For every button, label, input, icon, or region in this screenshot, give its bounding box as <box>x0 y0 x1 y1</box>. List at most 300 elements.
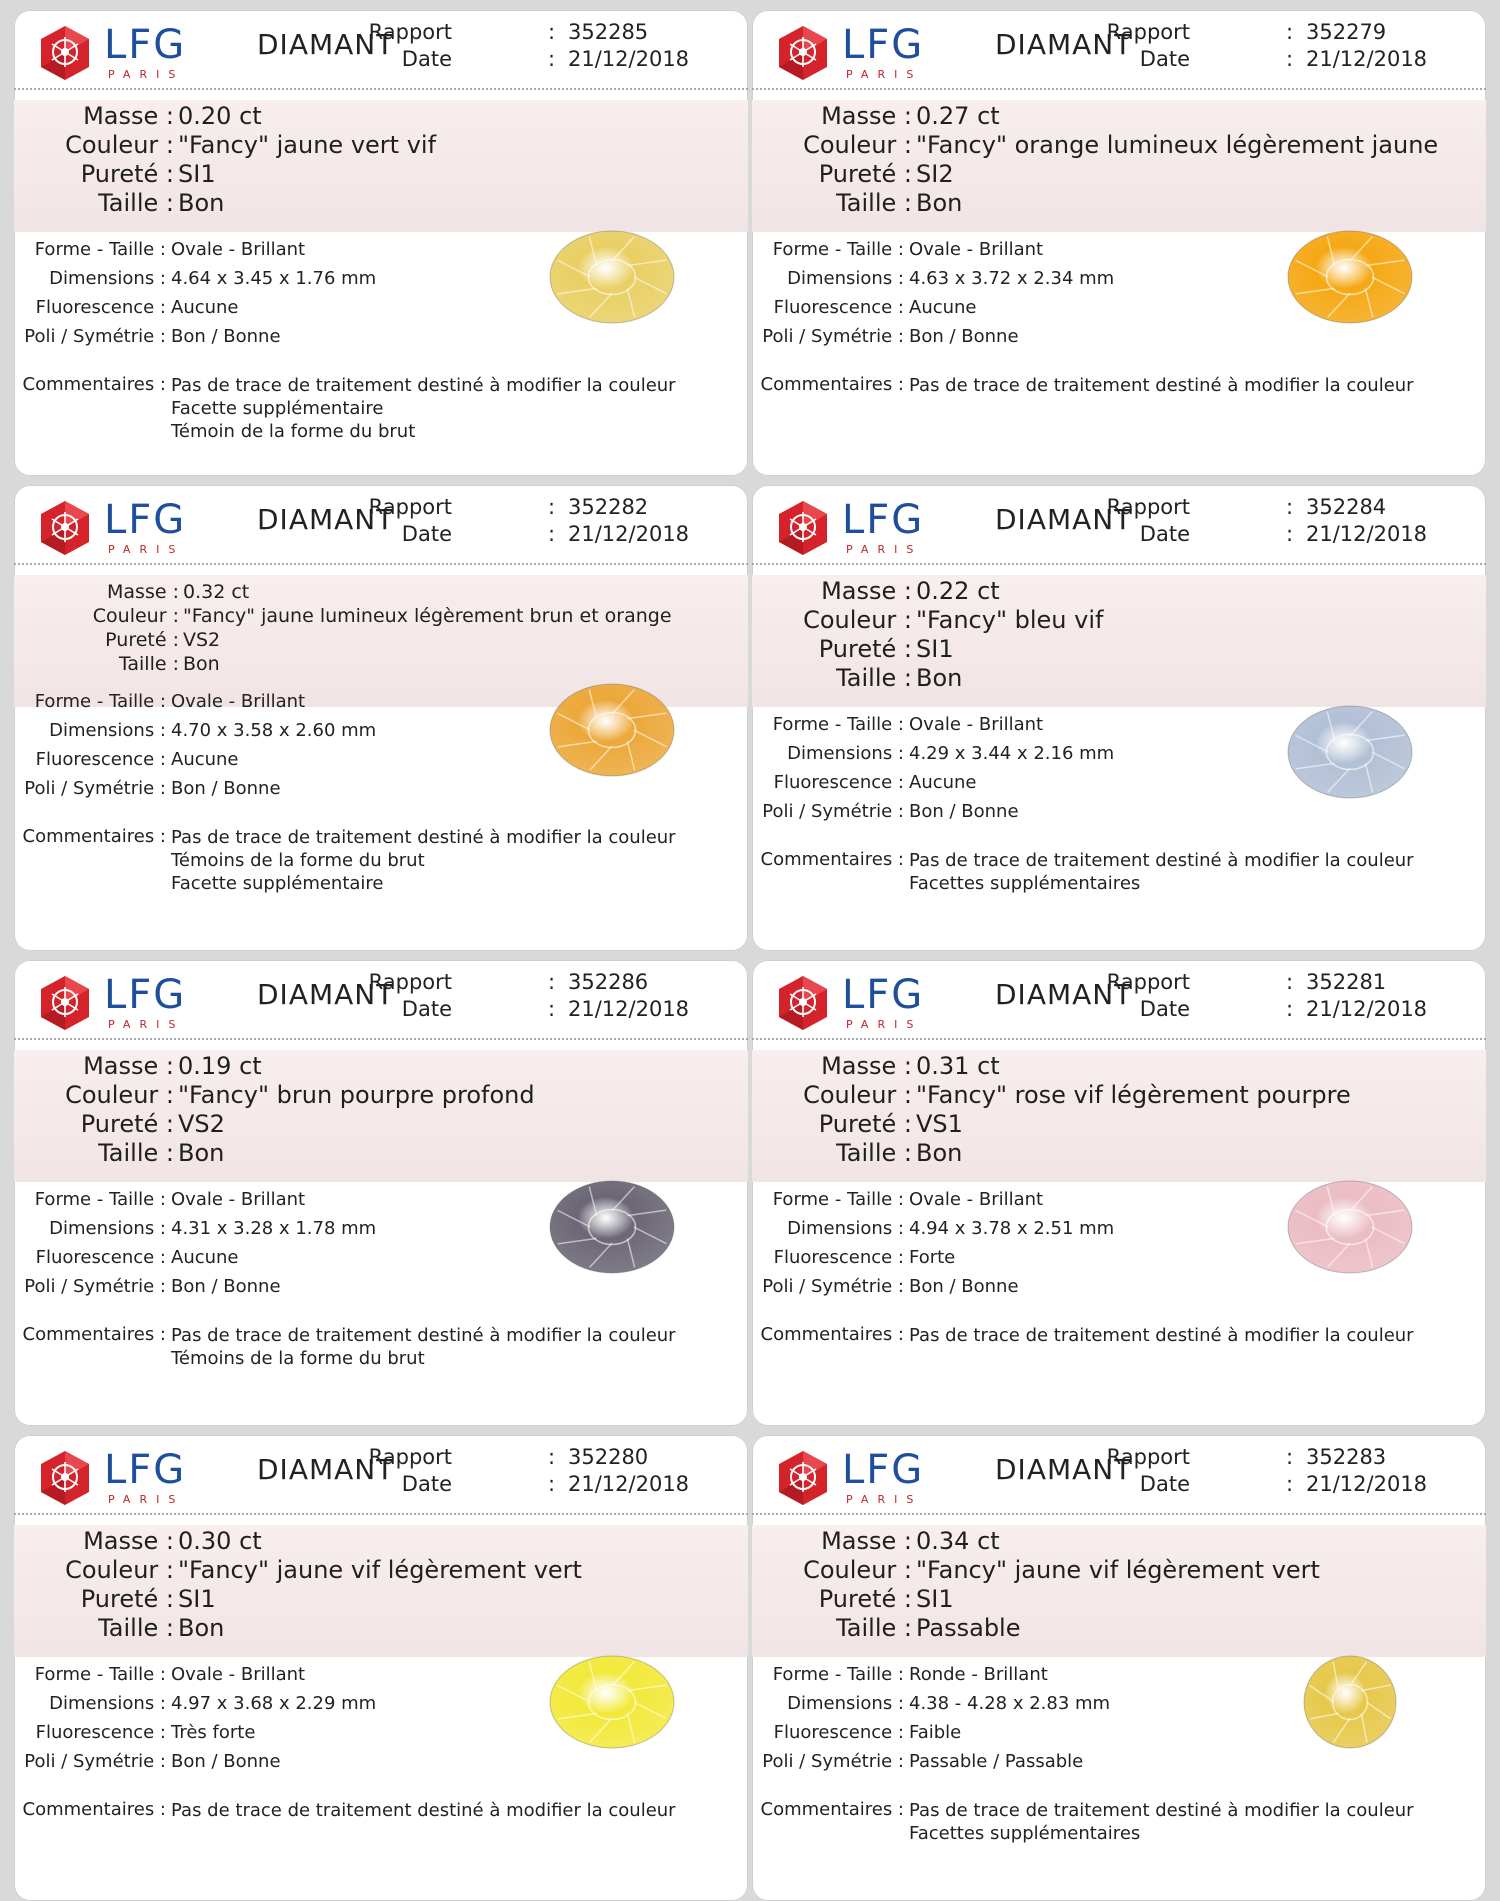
forme-value: Ovale - Brillant <box>909 1189 1044 1210</box>
logo-text: LFG <box>104 972 187 1018</box>
taille-value: Bon <box>178 1139 225 1167</box>
gem-body <box>1304 1656 1396 1748</box>
poli-value: Bon / Bonne <box>171 1276 281 1297</box>
purete-value: VS2 <box>178 1110 225 1138</box>
report-label: Rapport <box>1106 970 1190 994</box>
masse-row <box>752 102 1486 132</box>
taille-row <box>14 189 748 219</box>
fluorescence-label: Fluorescence : <box>773 297 904 318</box>
forme-label: Forme - Taille : <box>772 239 904 260</box>
dimensions-label: Dimensions : <box>49 1693 166 1714</box>
report-colon: : <box>548 20 556 44</box>
gem-body <box>550 231 674 323</box>
report-colon: : <box>1286 970 1294 994</box>
dimensions-label: Dimensions : <box>787 743 904 764</box>
commentaires-label: Commentaires : <box>760 1324 904 1345</box>
forme-value: Ovale - Brillant <box>909 714 1044 735</box>
comment-line: Pas de trace de traitement destiné à modifier la couleur <box>909 1800 1414 1821</box>
dimensions-value: 4.29 x 3.44 x 2.16 mm <box>909 743 1115 764</box>
logo-subtext: PARIS <box>108 68 185 81</box>
commentaires-value <box>909 1324 1414 1347</box>
report-date-row <box>14 1472 748 1498</box>
fluorescence-value: Très forte <box>171 1722 256 1743</box>
purete-row <box>14 160 748 190</box>
oval-gemstone-photo <box>1280 222 1420 332</box>
poli-value: Bon / Bonne <box>171 778 281 799</box>
commentaires-value <box>171 374 676 443</box>
comment-line: Témoins de la forme du brut <box>171 850 425 871</box>
masse-label: Masse : <box>821 1052 912 1080</box>
report-date-row <box>14 997 748 1023</box>
purete-value: VS2 <box>183 629 221 651</box>
purete-label: Pureté : <box>818 1110 912 1138</box>
date-label: Date <box>401 1472 452 1496</box>
oval-gemstone-photo <box>542 1172 682 1282</box>
couleur-label: Couleur : <box>65 1081 174 1109</box>
purete-label: Pureté : <box>818 635 912 663</box>
report-label: Rapport <box>368 495 452 519</box>
commentaires-label: Commentaires : <box>22 826 166 847</box>
gem-body <box>1288 231 1412 323</box>
logo-subtext: PARIS <box>846 1018 923 1031</box>
logo-text: LFG <box>104 497 187 543</box>
couleur-label: Couleur : <box>92 605 179 627</box>
logo-text: LFG <box>842 497 925 543</box>
commentaires-value <box>171 826 676 895</box>
date-label: Date <box>401 47 452 71</box>
certificate-card-352280 <box>14 1435 748 1901</box>
date-label: Date <box>1139 1472 1190 1496</box>
forme-label: Forme - Taille : <box>772 714 904 735</box>
report-number-row <box>752 970 1486 996</box>
report-date: 21/12/2018 <box>568 1472 690 1496</box>
taille-label: Taille : <box>836 664 912 692</box>
forme-value: Ovale - Brillant <box>171 1664 306 1685</box>
dotted-divider <box>14 1038 748 1040</box>
masse-label: Masse : <box>83 1052 174 1080</box>
masse-value: 0.20 ct <box>178 102 262 130</box>
commentaires-value <box>171 1324 676 1370</box>
couleur-value: "Fancy" jaune vif légèrement vert <box>916 1556 1320 1584</box>
card-title: DIAMANT <box>995 503 1133 536</box>
dotted-divider <box>752 563 1486 565</box>
report-date: 21/12/2018 <box>568 522 690 546</box>
fluorescence-label: Fluorescence : <box>773 1722 904 1743</box>
report-colon: : <box>548 970 556 994</box>
purete-label: Pureté : <box>80 1110 174 1138</box>
card-title: DIAMANT <box>257 978 395 1011</box>
date-label: Date <box>1139 522 1190 546</box>
certificate-card-352282 <box>14 485 748 951</box>
date-label: Date <box>1139 47 1190 71</box>
poli-value: Bon / Bonne <box>909 326 1019 347</box>
logo-text: LFG <box>842 972 925 1018</box>
commentaires-row <box>752 374 1486 398</box>
comment-line: Pas de trace de traitement destiné à modifier la couleur <box>909 1325 1414 1346</box>
dimensions-value: 4.63 x 3.72 x 2.34 mm <box>909 268 1115 289</box>
masse-label: Masse : <box>821 102 912 130</box>
report-date-row <box>14 522 748 548</box>
poli-label: Poli / Symétrie : <box>24 1276 166 1297</box>
report-date: 21/12/2018 <box>568 47 690 71</box>
commentaires-row <box>752 849 1486 894</box>
fluorescence-value: Faible <box>909 1722 962 1743</box>
masse-row <box>752 1527 1486 1557</box>
dimensions-value: 4.38 - 4.28 x 2.83 mm <box>909 1693 1111 1714</box>
certificate-card-352283 <box>752 1435 1486 1901</box>
card-title: DIAMANT <box>995 28 1133 61</box>
comment-line: Pas de trace de traitement destiné à modifier la couleur <box>171 375 676 396</box>
report-date: 21/12/2018 <box>1306 997 1428 1021</box>
dotted-divider <box>752 88 1486 90</box>
commentaires-label: Commentaires : <box>760 1799 904 1820</box>
taille-value: Bon <box>916 1139 963 1167</box>
logo-text: LFG <box>104 1447 187 1493</box>
dotted-divider <box>752 1513 1486 1515</box>
fluorescence-value: Aucune <box>909 772 977 793</box>
poli-label: Poli / Symétrie : <box>762 326 904 347</box>
report-date: 21/12/2018 <box>568 997 690 1021</box>
report-date-row <box>752 997 1486 1023</box>
logo-subtext: PARIS <box>108 1018 185 1031</box>
commentaires-value <box>909 849 1414 895</box>
certificate-card-352284 <box>752 485 1486 951</box>
certificate-card-352279 <box>752 10 1486 476</box>
certificate-card-352281 <box>752 960 1486 1426</box>
taille-label: Taille : <box>98 189 174 217</box>
report-colon: : <box>548 1445 556 1469</box>
purete-value: SI1 <box>916 1585 954 1613</box>
report-number-row <box>14 495 748 521</box>
commentaires-row <box>14 1799 748 1823</box>
certificate-card-352286 <box>14 960 748 1426</box>
dimensions-label: Dimensions : <box>787 1693 904 1714</box>
couleur-value: "Fancy" jaune lumineux légèrement brun et orange <box>183 605 672 627</box>
forme-label: Forme - Taille : <box>772 1664 904 1685</box>
fluorescence-label: Fluorescence : <box>773 1247 904 1268</box>
fluorescence-value: Aucune <box>171 297 239 318</box>
taille-value: Bon <box>178 189 225 217</box>
couleur-label: Couleur : <box>803 1081 912 1109</box>
purete-row <box>14 1110 748 1140</box>
forme-value: Ovale - Brillant <box>171 239 306 260</box>
taille-row <box>752 1139 1486 1169</box>
comment-line: Pas de trace de traitement destiné à modifier la couleur <box>171 1800 676 1821</box>
fluorescence-value: Forte <box>909 1247 956 1268</box>
masse-label: Masse : <box>83 102 174 130</box>
couleur-value: "Fancy" rose vif légèrement pourpre <box>916 1081 1351 1109</box>
taille-label: Taille : <box>836 189 912 217</box>
couleur-label: Couleur : <box>65 1556 174 1584</box>
card-title: DIAMANT <box>257 503 395 536</box>
comment-line: Témoin de la forme du brut <box>171 421 416 442</box>
couleur-row <box>14 1081 748 1111</box>
logo-text: LFG <box>104 22 187 68</box>
poli-label: Poli / Symétrie : <box>24 326 166 347</box>
logo-text: LFG <box>842 1447 925 1493</box>
report-number: 352286 <box>568 970 649 994</box>
forme-label: Forme - Taille : <box>34 691 166 712</box>
card-title: DIAMANT <box>995 978 1133 1011</box>
forme-value: Ovale - Brillant <box>171 1189 306 1210</box>
masse-label: Masse : <box>107 581 179 603</box>
report-date: 21/12/2018 <box>1306 522 1428 546</box>
report-label: Rapport <box>368 970 452 994</box>
report-date-row <box>14 47 748 73</box>
purete-value: SI1 <box>178 160 216 188</box>
report-colon: : <box>1286 1445 1294 1469</box>
report-number: 352279 <box>1306 20 1387 44</box>
comment-line: Facettes supplémentaires <box>909 1823 1141 1844</box>
couleur-row <box>752 1556 1486 1586</box>
report-date-row <box>752 47 1486 73</box>
fluorescence-label: Fluorescence : <box>35 1722 166 1743</box>
report-number-row <box>14 1445 748 1471</box>
report-number: 352280 <box>568 1445 649 1469</box>
comment-line: Témoins de la forme du brut <box>171 1348 425 1369</box>
forme-label: Forme - Taille : <box>34 239 166 260</box>
date-colon: : <box>548 47 556 71</box>
dimensions-label: Dimensions : <box>49 268 166 289</box>
commentaires-label: Commentaires : <box>760 374 904 395</box>
masse-value: 0.30 ct <box>178 1527 262 1555</box>
masse-label: Masse : <box>821 1527 912 1555</box>
gem-body <box>550 1656 674 1748</box>
oval-gemstone-photo <box>1280 697 1420 807</box>
report-number: 352282 <box>568 495 649 519</box>
taille-value: Bon <box>178 1614 225 1642</box>
purete-row <box>752 160 1486 190</box>
purete-value: SI2 <box>916 160 954 188</box>
report-number-row <box>752 1445 1486 1471</box>
date-label: Date <box>401 522 452 546</box>
date-colon: : <box>548 522 556 546</box>
report-number: 352283 <box>1306 1445 1387 1469</box>
masse-row <box>14 1527 748 1557</box>
poli-value: Bon / Bonne <box>909 1276 1019 1297</box>
couleur-row <box>14 131 748 161</box>
purete-label: Pureté : <box>818 1585 912 1613</box>
couleur-value: "Fancy" orange lumineux légèrement jaune <box>916 131 1439 159</box>
report-label: Rapport <box>1106 20 1190 44</box>
dimensions-value: 4.94 x 3.78 x 2.51 mm <box>909 1218 1115 1239</box>
comment-line: Facette supplémentaire <box>171 873 384 894</box>
forme-value: Ovale - Brillant <box>909 239 1044 260</box>
purete-value: SI1 <box>178 1585 216 1613</box>
purete-value: SI1 <box>916 635 954 663</box>
date-colon: : <box>548 997 556 1021</box>
purete-value: VS1 <box>916 1110 963 1138</box>
couleur-row <box>14 1556 748 1586</box>
gem-body <box>1288 1181 1412 1273</box>
taille-row <box>14 1614 748 1644</box>
comment-line: Pas de trace de traitement destiné à modifier la couleur <box>171 827 676 848</box>
commentaires-value <box>909 1799 1414 1845</box>
masse-value: 0.19 ct <box>178 1052 262 1080</box>
masse-value: 0.27 ct <box>916 102 1000 130</box>
card-title: DIAMANT <box>257 1453 395 1486</box>
fluorescence-label: Fluorescence : <box>35 297 166 318</box>
commentaires-row <box>14 1324 748 1369</box>
taille-label: Taille : <box>836 1614 912 1642</box>
report-number-row <box>752 20 1486 46</box>
poli-label: Poli / Symétrie : <box>24 778 166 799</box>
commentaires-row <box>752 1324 1486 1348</box>
report-number-row <box>14 20 748 46</box>
couleur-value: "Fancy" brun pourpre profond <box>178 1081 535 1109</box>
commentaires-label: Commentaires : <box>22 1799 166 1820</box>
poli-value: Bon / Bonne <box>909 801 1019 822</box>
masse-label: Masse : <box>821 577 912 605</box>
couleur-label: Couleur : <box>65 131 174 159</box>
dimensions-label: Dimensions : <box>49 1218 166 1239</box>
oval-gemstone-photo <box>542 1647 682 1757</box>
masse-row <box>14 102 748 132</box>
commentaires-label: Commentaires : <box>760 849 904 870</box>
report-number-row <box>752 495 1486 521</box>
couleur-label: Couleur : <box>803 606 912 634</box>
taille-value: Bon <box>916 189 963 217</box>
purete-row <box>752 635 1486 665</box>
taille-row <box>752 1614 1486 1644</box>
purete-row <box>14 1585 748 1615</box>
commentaires-label: Commentaires : <box>22 374 166 395</box>
report-colon: : <box>548 495 556 519</box>
dimensions-label: Dimensions : <box>49 720 166 741</box>
fluorescence-label: Fluorescence : <box>35 749 166 770</box>
purete-row <box>752 1585 1486 1615</box>
forme-value: Ovale - Brillant <box>171 691 306 712</box>
report-label: Rapport <box>1106 1445 1190 1469</box>
couleur-value: "Fancy" bleu vif <box>916 606 1104 634</box>
masse-value: 0.34 ct <box>916 1527 1000 1555</box>
dimensions-value: 4.97 x 3.68 x 2.29 mm <box>171 1693 377 1714</box>
purete-label: Pureté : <box>818 160 912 188</box>
forme-label: Forme - Taille : <box>34 1189 166 1210</box>
couleur-value: "Fancy" jaune vif légèrement vert <box>178 1556 582 1584</box>
fluorescence-value: Aucune <box>171 749 239 770</box>
report-date-row <box>752 522 1486 548</box>
round-gemstone-photo <box>1280 1647 1420 1757</box>
card-title: DIAMANT <box>995 1453 1133 1486</box>
logo-text: LFG <box>842 22 925 68</box>
masse-value: 0.31 ct <box>916 1052 1000 1080</box>
report-number: 352281 <box>1306 970 1387 994</box>
gem-body <box>550 1181 674 1273</box>
forme-label: Forme - Taille : <box>34 1664 166 1685</box>
report-number: 352285 <box>568 20 649 44</box>
poli-label: Poli / Symétrie : <box>762 1276 904 1297</box>
report-label: Rapport <box>368 1445 452 1469</box>
gem-body <box>550 684 674 776</box>
forme-value: Ronde - Brillant <box>909 1664 1048 1685</box>
commentaires-value <box>171 1799 676 1822</box>
comment-line: Pas de trace de traitement destiné à modifier la couleur <box>909 375 1414 396</box>
poli-value: Passable / Passable <box>909 1751 1084 1772</box>
masse-row <box>14 1052 748 1082</box>
couleur-row <box>752 131 1486 161</box>
report-date: 21/12/2018 <box>1306 47 1428 71</box>
report-date-row <box>752 1472 1486 1498</box>
poli-label: Poli / Symétrie : <box>762 801 904 822</box>
date-label: Date <box>401 997 452 1021</box>
dotted-divider <box>752 1038 1486 1040</box>
date-colon: : <box>548 1472 556 1496</box>
dotted-divider <box>14 563 748 565</box>
report-number-row <box>14 970 748 996</box>
logo-subtext: PARIS <box>108 543 185 556</box>
oval-gemstone-photo <box>1280 1172 1420 1282</box>
report-colon: : <box>1286 20 1294 44</box>
taille-label: Taille : <box>98 1614 174 1642</box>
dimensions-label: Dimensions : <box>787 1218 904 1239</box>
taille-value: Passable <box>916 1614 1021 1642</box>
taille-row <box>752 189 1486 219</box>
comment-line: Pas de trace de traitement destiné à modifier la couleur <box>909 850 1414 871</box>
couleur-row <box>752 1081 1486 1111</box>
masse-row <box>752 577 1486 607</box>
gem-body <box>1288 706 1412 798</box>
couleur-row <box>752 606 1486 636</box>
purete-label: Pureté : <box>80 160 174 188</box>
logo-subtext: PARIS <box>846 1493 923 1506</box>
taille-row <box>14 1139 748 1169</box>
poli-value: Bon / Bonne <box>171 326 281 347</box>
dotted-divider <box>14 88 748 90</box>
forme-label: Forme - Taille : <box>772 1189 904 1210</box>
taille-value: Bon <box>183 653 220 675</box>
taille-value: Bon <box>916 664 963 692</box>
poli-value: Bon / Bonne <box>171 1751 281 1772</box>
commentaires-row <box>14 374 748 442</box>
logo-subtext: PARIS <box>846 543 923 556</box>
certificate-card-352285 <box>14 10 748 476</box>
date-colon: : <box>1286 1472 1294 1496</box>
dimensions-value: 4.31 x 3.28 x 1.78 mm <box>171 1218 377 1239</box>
masse-label: Masse : <box>83 1527 174 1555</box>
poli-label: Poli / Symétrie : <box>762 1751 904 1772</box>
taille-label: Taille : <box>836 1139 912 1167</box>
logo-subtext: PARIS <box>108 1493 185 1506</box>
oval-gemstone-photo <box>542 222 682 332</box>
fluorescence-label: Fluorescence : <box>773 772 904 793</box>
poli-label: Poli / Symétrie : <box>24 1751 166 1772</box>
comment-line: Facette supplémentaire <box>171 398 384 419</box>
report-label: Rapport <box>368 20 452 44</box>
comment-line: Pas de trace de traitement destiné à modifier la couleur <box>171 1325 676 1346</box>
report-label: Rapport <box>1106 495 1190 519</box>
comment-line: Facettes supplémentaires <box>909 873 1141 894</box>
dimensions-value: 4.64 x 3.45 x 1.76 mm <box>171 268 377 289</box>
date-label: Date <box>1139 997 1190 1021</box>
card-title: DIAMANT <box>257 28 395 61</box>
date-colon: : <box>1286 522 1294 546</box>
logo-subtext: PARIS <box>846 68 923 81</box>
commentaires-label: Commentaires : <box>22 1324 166 1345</box>
taille-label: Taille : <box>118 653 179 675</box>
couleur-label: Couleur : <box>803 1556 912 1584</box>
report-number: 352284 <box>1306 495 1387 519</box>
masse-value: 0.22 ct <box>916 577 1000 605</box>
purete-label: Pureté : <box>105 629 179 651</box>
oval-gemstone-photo <box>542 675 682 785</box>
dotted-divider <box>14 1513 748 1515</box>
dimensions-label: Dimensions : <box>787 268 904 289</box>
couleur-value: "Fancy" jaune vert vif <box>178 131 437 159</box>
purete-label: Pureté : <box>80 1585 174 1613</box>
taille-label: Taille : <box>98 1139 174 1167</box>
report-date: 21/12/2018 <box>1306 1472 1428 1496</box>
